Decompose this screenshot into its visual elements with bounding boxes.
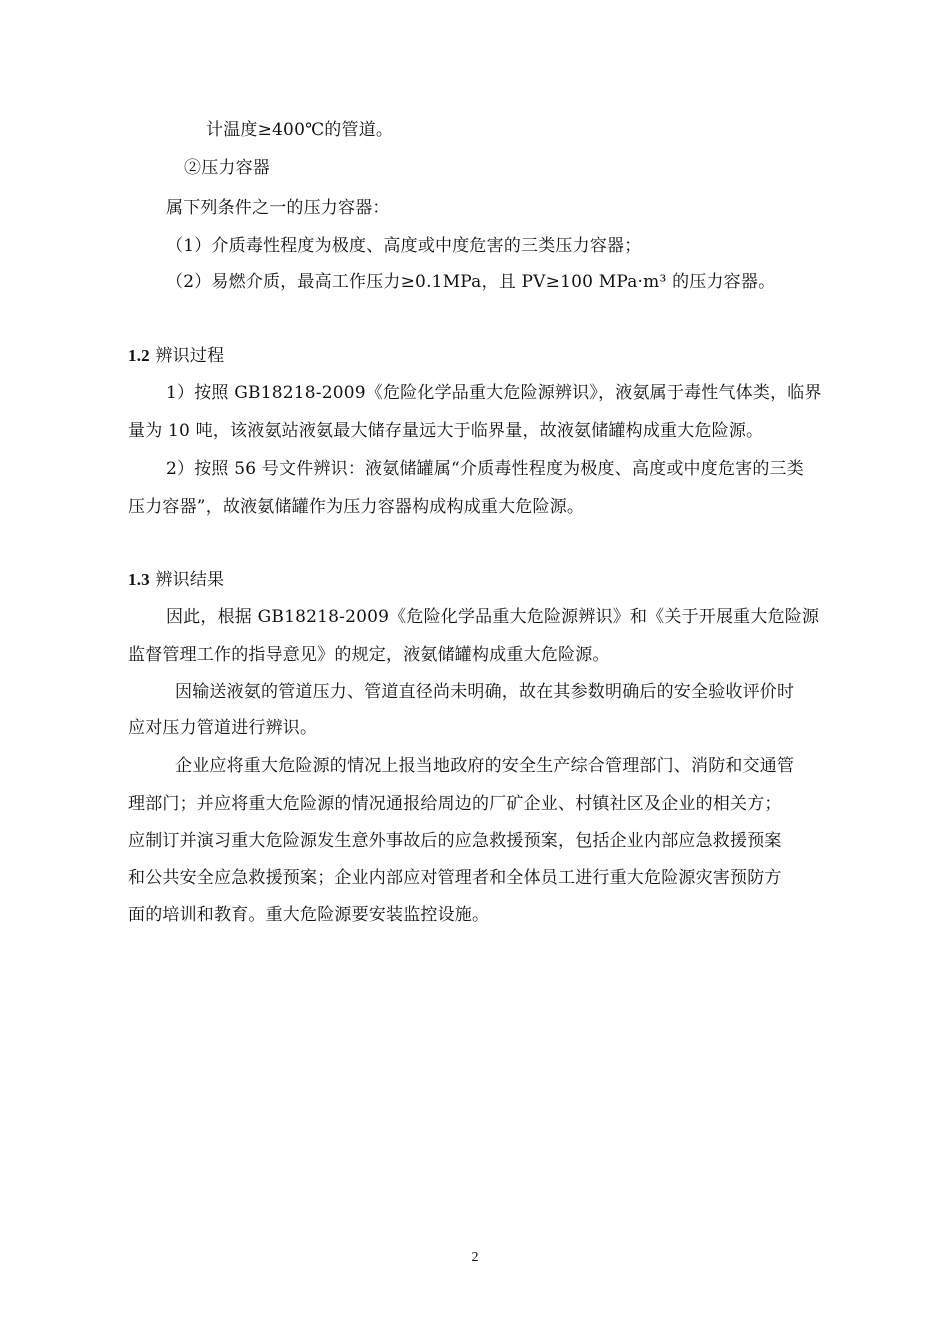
paragraph-line: 应对压力管道进行辨识。 xyxy=(128,718,318,738)
section-heading-1-3 xyxy=(128,570,224,590)
paragraph-line: 量为 10 吨，该液氨站液氨最大储存量远大于临界量，故液氨储罐构成重大危险源。 xyxy=(128,421,764,441)
paragraph-line: 和公共安全应急救援预案；企业内部应对管理者和全体员工进行重大危险源灾害预防方 xyxy=(128,868,782,888)
paragraph-line: 2）按照 56 号文件辨识：液氨储罐属“介质毒性程度为极度、高度或中度危害的三类 xyxy=(166,459,804,479)
paragraph-line: 1）按照 GB18218-2009《危险化学品重大危险源辨识》，液氨属于毒性气体类，临界 xyxy=(166,383,822,403)
section-number: 1.3 xyxy=(128,570,150,589)
section-number: 1.2 xyxy=(128,346,150,365)
paragraph-line: 因此，根据 GB18218-2009《危险化学品重大危险源辨识》和《关于开展重大危险源 xyxy=(166,607,820,627)
paragraph-line: 应制订并演习重大危险源发生意外事故后的应急救援预案，包括企业内部应急救援预案 xyxy=(128,831,782,851)
paragraph-line: 企业应将重大危险源的情况上报当地政府的安全生产综合管理部门、消防和交通管 xyxy=(175,756,795,776)
text-line-condition-2: （2）易燃介质，最高工作压力≥0.1MPa，且 PV≥100 MPa·m³ 的压力容器。 xyxy=(166,272,776,292)
paragraph-line: 因输送液氨的管道压力、管道直径尚未明确，故在其参数明确后的安全验收评价时 xyxy=(175,682,795,702)
paragraph-line: 面的培训和教育。重大危险源要安装监控设施。 xyxy=(128,905,490,925)
section-title: 辨识过程 xyxy=(155,346,225,366)
text-line-pressure-vessel-heading: ②压力容器 xyxy=(184,158,270,178)
section-heading-1-2 xyxy=(128,346,224,366)
paragraph-line: 压力容器”，故液氨储罐作为压力容器构成构成重大危险源。 xyxy=(128,497,585,517)
text-line-pipe-temperature: 计温度≥400℃的管道。 xyxy=(206,120,394,140)
page-number: 2 xyxy=(471,1250,479,1265)
text-line-vessel-conditions: 属下列条件之一的压力容器： xyxy=(166,198,390,218)
text-line-condition-1: （1）介质毒性程度为极度、高度或中度危害的三类压力容器； xyxy=(166,236,642,256)
paragraph-line: 监督管理工作的指导意见》的规定，液氨储罐构成重大危险源。 xyxy=(128,645,610,665)
paragraph-line: 理部门；并应将重大危险源的情况通报给周边的厂矿企业、村镇社区及企业的相关方； xyxy=(128,794,782,814)
section-title: 辨识结果 xyxy=(155,570,225,590)
